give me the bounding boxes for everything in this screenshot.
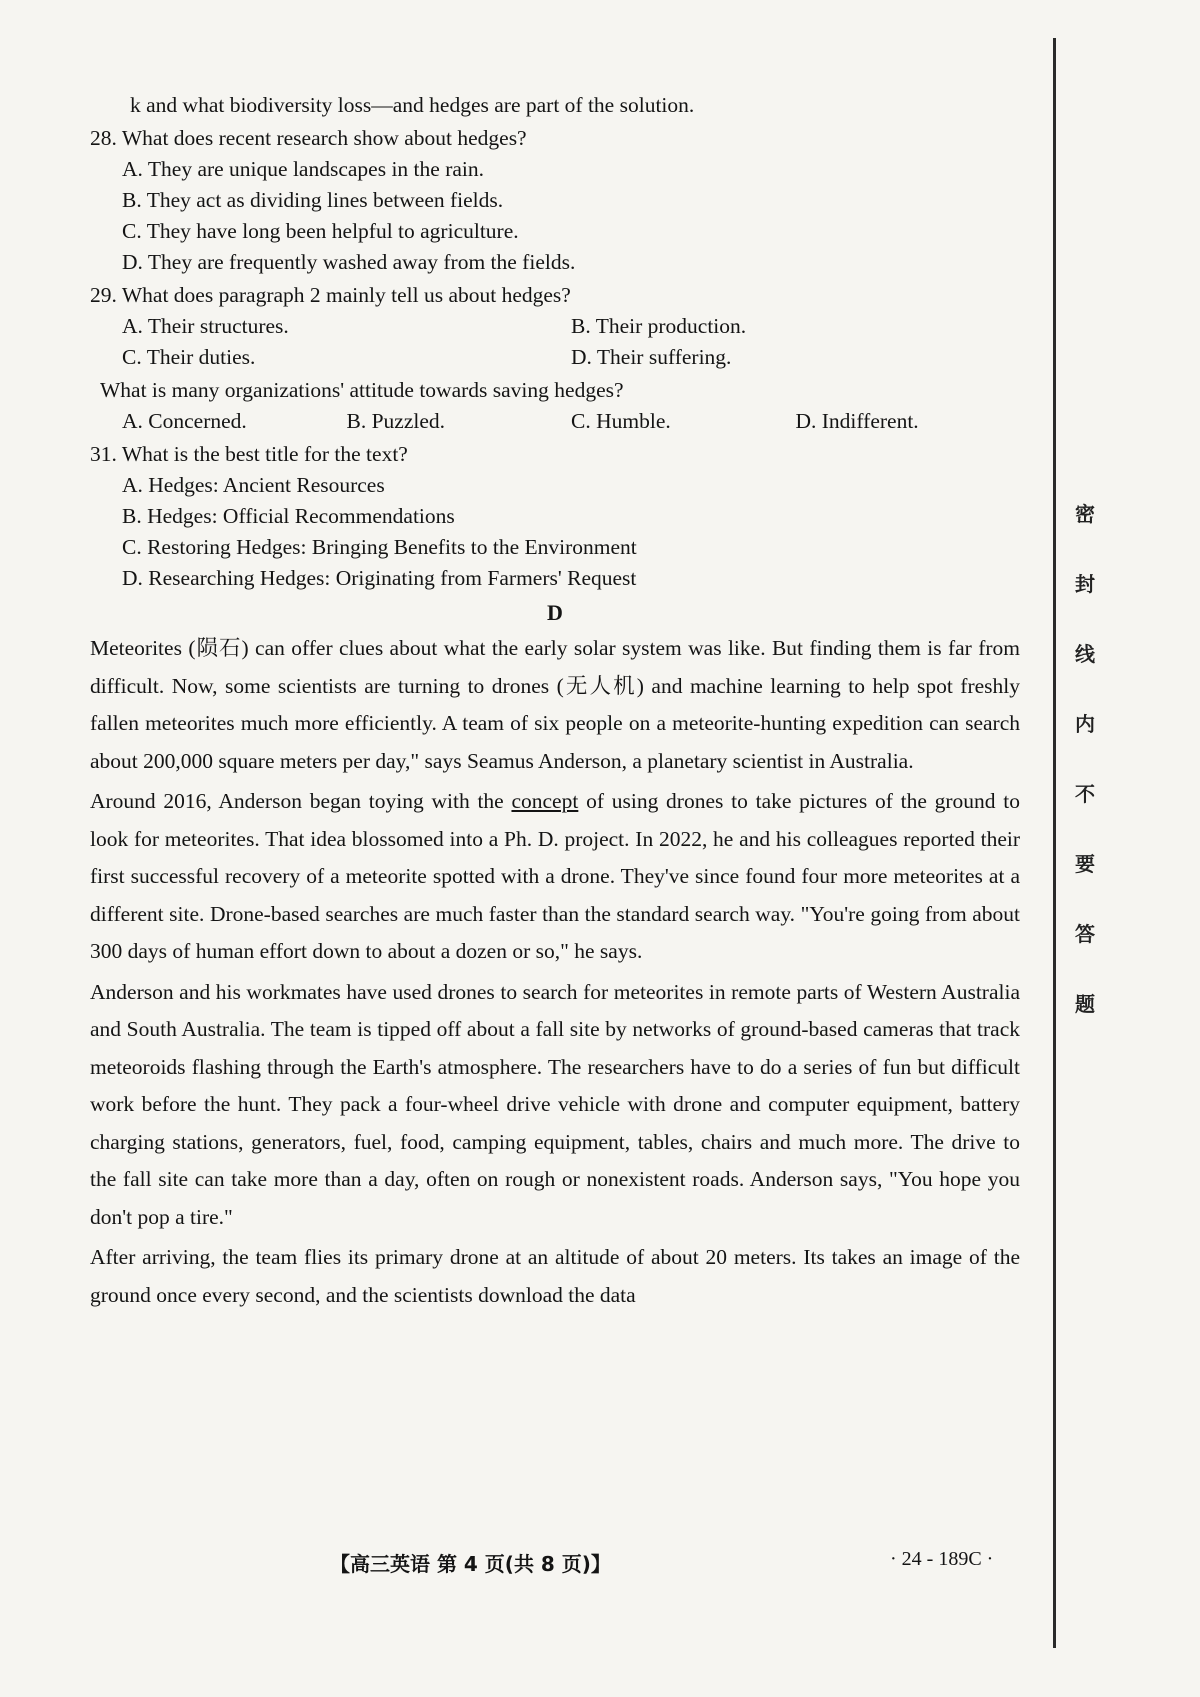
option-a: A. They are unique landscapes in the rain. xyxy=(122,157,484,181)
passage-c-last-line: k and what biodiversity loss—and hedges are part of the solution. xyxy=(130,93,695,117)
underlined-word: concept xyxy=(511,789,579,813)
option-a: A. Hedges: Ancient Resources xyxy=(122,473,385,497)
option-d: D. They are frequently washed away from the fields. xyxy=(122,250,576,274)
seal-char: 线 xyxy=(1075,642,1095,666)
option-c: C. Their duties. xyxy=(122,345,256,369)
paragraph-2: Around 2016, Anderson began toying with the concept of using drones to take pictures of the ground to look for meteorites. That idea blossomed into a Ph. D. project. In 2022, he and his colleagues reported their first successful recovery of a meteorite spotted with a drone. They've since found four more meteorites at a different site. Drone-based searches are much faster than the standard search way. "You're going from about 300 days of human effort down to about a dozen or so," he says. xyxy=(90,789,1020,963)
option-b: B. Hedges: Official Recommendations xyxy=(122,504,455,528)
page-footer xyxy=(0,1548,1050,1588)
option-c: C. Restoring Hedges: Bringing Benefits to the Environment xyxy=(122,535,637,559)
seal-char: 密 xyxy=(1075,502,1095,526)
seal-char: 内 xyxy=(1075,712,1095,736)
question-stem: 28. What does recent research show about hedges? xyxy=(90,126,527,150)
seal-char: 答 xyxy=(1075,922,1095,946)
seal-char: 要 xyxy=(1075,852,1095,876)
option-row xyxy=(90,342,1020,373)
seal-char: 封 xyxy=(1075,572,1095,596)
option-row xyxy=(90,406,1020,437)
option-c: C. Humble. xyxy=(571,409,671,433)
question-31 xyxy=(90,439,1020,594)
question-stem: 31. What is the best title for the text? xyxy=(90,442,408,466)
question-30 xyxy=(90,375,1020,437)
option-d: D. Their suffering. xyxy=(571,345,732,369)
seal-char: 不 xyxy=(1075,782,1095,806)
page-label: 【高三英语 第 4 页(共 8 页)】 xyxy=(330,1552,611,1576)
option-d: D. Researching Hedges: Originating from Farmers' Request xyxy=(122,566,637,590)
option-b: B. Puzzled. xyxy=(346,409,446,433)
question-stem: 29. What does paragraph 2 mainly tell us about hedges? xyxy=(90,283,571,307)
question-29 xyxy=(90,280,1020,373)
seal-line-notice xyxy=(1065,500,1105,1018)
option-a: A. Concerned. xyxy=(122,409,247,433)
option-d: D. Indifferent. xyxy=(795,409,919,433)
paragraph-1: Meteorites (陨石) can offer clues about what the early solar system was like. But finding them is far from difficult. Now, some scientists are turning to drones (无人机) and machine learning to help spot freshly fallen meteorites much more efficiently. A team of six people on a meteorite-hunting expedition can search about 200,000 square meters per day," says Seamus Anderson, a planetary scientist in Australia. xyxy=(90,636,1020,773)
option-b: B. Their production. xyxy=(571,314,747,338)
option-b: B. They act as dividing lines between fields. xyxy=(122,188,504,212)
question-28 xyxy=(90,123,1020,278)
paragraph-3: Anderson and his workmates have used drones to search for meteorites in remote parts of Western Australia and South Australia. The team is tipped off about a fall site by networks of ground-based cameras that track meteoroids flashing through the Earth's atmosphere. The researchers have to do a series of fun but difficult work before the hunt. They pack a four-wheel drive vehicle with drone and computer equipment, battery charging stations, generators, fuel, food, camping equipment, tables, chairs and much more. The drive to the fall site can take more than a day, often on rough or nonexistent roads. Anderson says, "You hope you don't pop a tire." xyxy=(90,979,1020,1229)
option-a: A. Their structures. xyxy=(122,314,289,338)
paragraph-4: After arriving, the team flies its primary drone at an altitude of about 20 meters. Its takes an image of the ground once every second, and the scientists download the data xyxy=(90,1245,1020,1307)
exam-code: · 24 - 189C · xyxy=(890,1548,994,1570)
question-stem: What is many organizations' attitude towards saving hedges? xyxy=(100,378,624,402)
page-content xyxy=(90,90,1020,1317)
option-c: C. They have long been helpful to agriculture. xyxy=(122,219,519,243)
seal-char: 题 xyxy=(1075,992,1095,1016)
option-row xyxy=(90,311,1020,342)
binding-line xyxy=(1053,38,1056,1648)
section-d-title: D xyxy=(547,600,563,625)
